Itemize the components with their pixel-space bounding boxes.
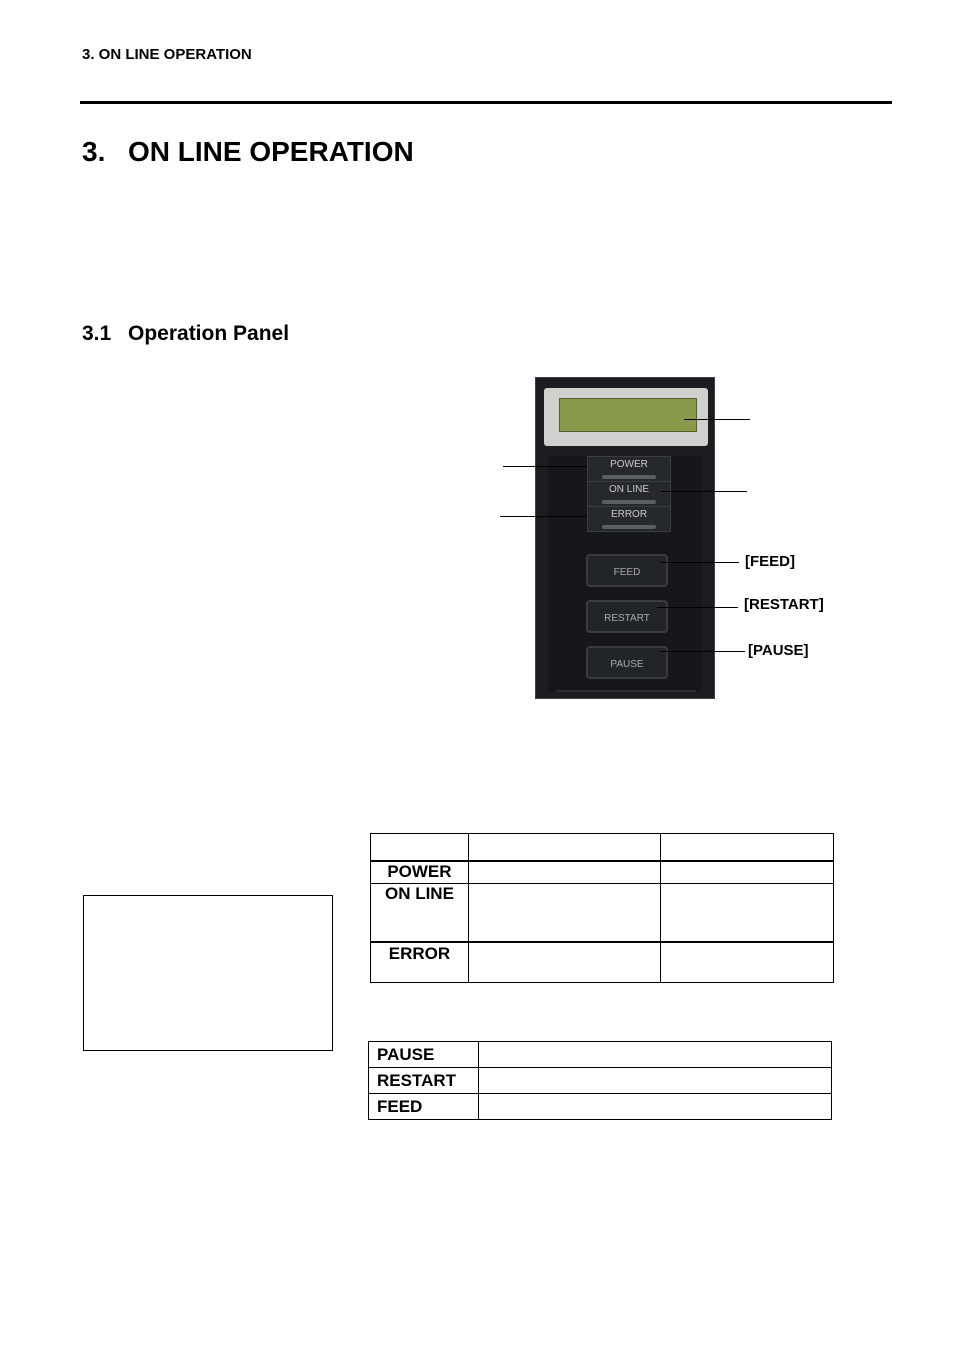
note-box	[83, 895, 333, 1051]
table-row	[369, 1042, 832, 1068]
section-title-text: Operation Panel	[128, 322, 290, 345]
leader-lcd	[684, 419, 750, 420]
table-cell	[468, 942, 661, 983]
leader-online	[661, 491, 747, 492]
button-table	[368, 1041, 832, 1120]
table-cell	[478, 1094, 831, 1120]
leader-power	[503, 466, 587, 467]
section-title	[82, 322, 289, 346]
led-online	[587, 481, 671, 507]
led-power-label: POWER	[610, 459, 648, 470]
button-table-pause: PAUSE	[369, 1042, 479, 1068]
table-row	[371, 834, 834, 862]
running-header: 3. ON LINE OPERATION	[82, 46, 252, 63]
leader-error	[500, 516, 587, 517]
table-cell	[468, 884, 661, 943]
table-cell	[661, 834, 834, 862]
table-row	[369, 1068, 832, 1094]
chapter-title-text: ON LINE OPERATION	[128, 136, 414, 167]
restart-button[interactable]: RESTART	[586, 600, 668, 633]
feed-button[interactable]: FEED	[586, 554, 668, 587]
table-row	[371, 884, 834, 943]
table-cell	[468, 834, 661, 862]
table-row	[369, 1094, 832, 1120]
panel-bottom-edge	[556, 690, 696, 692]
table-row	[371, 942, 834, 983]
leader-pause	[661, 651, 745, 652]
callout-pause: [PAUSE]	[748, 642, 809, 659]
table-cell	[468, 861, 661, 884]
led-error-label: ERROR	[610, 509, 648, 520]
button-table-restart: RESTART	[369, 1068, 479, 1094]
led-table-error: ERROR	[371, 942, 469, 983]
table-cell	[661, 884, 834, 943]
pause-button[interactable]: PAUSE	[586, 646, 668, 679]
led-online-label: ON LINE	[608, 484, 649, 495]
led-online-lamp	[602, 500, 656, 504]
led-error-lamp	[602, 525, 656, 529]
led-table	[370, 833, 834, 983]
callout-feed: [FEED]	[745, 553, 795, 570]
leader-feed	[661, 562, 739, 563]
led-power	[587, 456, 671, 482]
table-cell	[661, 942, 834, 983]
table-cell	[478, 1068, 831, 1094]
led-table-power: POWER	[371, 861, 469, 884]
lcd-display	[559, 398, 697, 432]
table-cell	[478, 1042, 831, 1068]
led-error	[587, 506, 671, 532]
section-number: 3.1	[82, 322, 112, 345]
table-row	[371, 861, 834, 884]
table-cell	[661, 861, 834, 884]
header-rule	[80, 101, 892, 104]
chapter-title	[82, 136, 414, 168]
led-power-lamp	[602, 475, 656, 479]
button-table-feed: FEED	[369, 1094, 479, 1120]
table-cell	[371, 834, 469, 862]
led-table-online: ON LINE	[371, 884, 469, 943]
lcd-frame	[544, 388, 708, 446]
callout-restart: [RESTART]	[744, 596, 824, 613]
chapter-number: 3.	[82, 136, 106, 167]
leader-restart	[657, 607, 738, 608]
